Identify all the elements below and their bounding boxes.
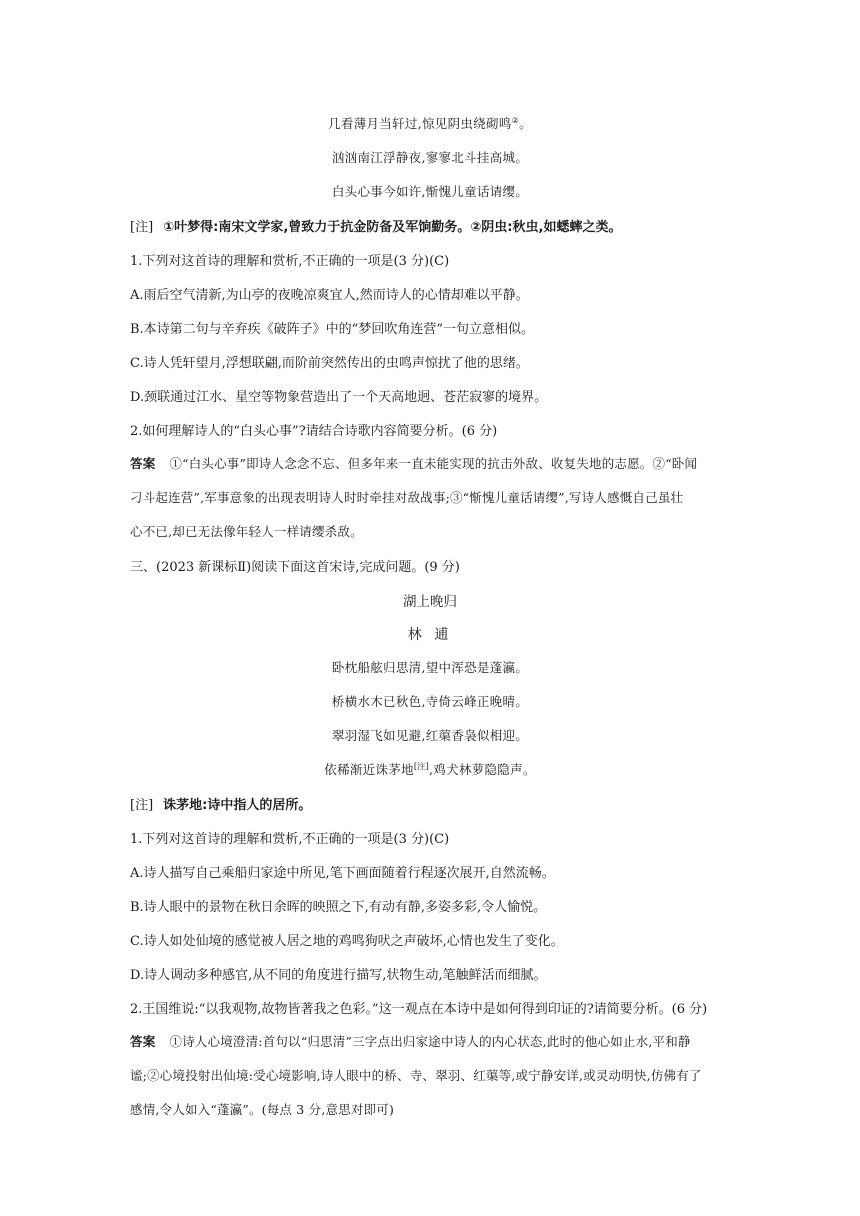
- note-tag: [注]: [130, 798, 154, 813]
- question-3-option-c: C.诗人如处仙境的感觉被人居之地的鸡鸣狗吠之声破坏,心情也发生了变化。: [130, 934, 564, 949]
- poem1-line-1: 几看薄月当轩过,惊见阴虫绕砌鸣②。: [328, 116, 532, 131]
- answer-2-line-3: 心不已,却已无法像年轻人一样请缨杀敌。: [130, 524, 363, 539]
- question-3-option-a: A.诗人描写自己乘船归家途中所见,笔下画面随着行程逐次展开,自然流畅。: [130, 866, 555, 881]
- poem2-title: 湖上晚归: [403, 594, 457, 610]
- answer-label: 答案: [130, 1034, 156, 1049]
- section-3-heading: 三、(2023 新课标Ⅱ)阅读下面这首宋诗,完成问题。(9 分): [130, 560, 460, 575]
- footnote-mark: [注]: [413, 762, 430, 771]
- question-3-stem: 1.下列对这首诗的理解和赏析,不正确的一项是(3 分)(C): [130, 832, 450, 847]
- question-1-option-c: C.诗人凭轩望月,浮想联翩,而阶前突然传出的虫鸣声惊扰了他的思绪。: [130, 356, 529, 371]
- poem2-line-1: 卧枕船舷归思清,望中浑恐是蓬瀛。: [331, 660, 529, 675]
- answer-4-line-1: 答案 ①诗人心境澄清:首句以“归思清”三字点出归家途中诗人的内心状态,此时的他心如止水,平和静: [130, 1034, 691, 1049]
- note-text: 诛茅地:诗中指人的居所。: [163, 798, 312, 813]
- poem2-line-2: 桥横水木已秋色,寺倚云峰正晚晴。: [331, 694, 529, 709]
- question-1-option-b: B.本诗第二句与辛弃疾《破阵子》中的“梦回吹角连营”一句立意相似。: [130, 322, 534, 337]
- poem1-line-3: 白头心事今如许,惭愧儿童话请缨。: [331, 184, 529, 199]
- answer-2-line-1: 答案 ①“白头心事”即诗人念念不忘、但多年来一直未能实现的抗击外敌、收复失地的志愿。②“卧闻: [130, 456, 698, 471]
- question-3-option-d: D.诗人调动多种感官,从不同的角度进行描写,状物生动,笔触鲜活而细腻。: [130, 968, 547, 983]
- question-1-stem: 1.下列对这首诗的理解和赏析,不正确的一项是(3 分)(C): [130, 254, 450, 269]
- note-tag: [注]: [130, 220, 154, 235]
- note-2: [130, 794, 750, 813]
- question-4-stem: 2.王国维说:“以我观物,故物皆著我之色彩。”这一观点在本诗中是如何得到印证的?请简要分析。(6 分): [130, 1002, 708, 1017]
- footnote-mark: ②: [511, 116, 520, 125]
- note-1: [130, 216, 750, 235]
- question-1-option-a: A.雨后空气清新,为山亭的夜晚凉爽宜人,然而诗人的心情却难以平静。: [130, 288, 529, 303]
- poem2-author: 林 逋: [407, 627, 453, 643]
- poem2-line-3: 翠羽湿飞如见避,红蕖香袅似相迎。: [331, 728, 529, 743]
- poem1-line-2: 汹汹南江浮静夜,寥寥北斗挂高城。: [331, 150, 529, 165]
- answer-4-line-2: 谧;②心境投射出仙境:受心境影响,诗人眼中的桥、寺、翠羽、红蕖等,或宁静安详,或灵动明快,仿佛有了: [130, 1068, 702, 1083]
- question-1-option-d: D.颈联通过江水、星空等物象营造出了一个天高地迥、苍茫寂寥的境界。: [130, 390, 548, 405]
- answer-4-line-3: 感情,令人如入“蓬瀛”。(每点 3 分,意思对即可): [130, 1102, 395, 1117]
- question-3-option-b: B.诗人眼中的景物在秋日余晖的映照之下,有动有静,多姿多彩,令人愉悦。: [130, 900, 547, 915]
- answer-label: 答案: [130, 456, 156, 471]
- poem2-line-4: 依稀渐近诛茅地[注],鸡犬林萝隐隐声。: [324, 762, 536, 777]
- answer-2-line-2: 刁斗起连营”,军事意象的出现表明诗人时时牵挂对敌战事;③“惭愧儿童话请缨”,写诗人感慨自己虽壮: [130, 490, 684, 505]
- question-2-stem: 2.如何理解诗人的“白头心事”?请结合诗歌内容简要分析。(6 分): [130, 424, 498, 439]
- note-text: ①叶梦得:南宋文学家,曾致力于抗金防备及军饷勤务。②阴虫:秋虫,如蟋蟀之类。: [163, 220, 622, 235]
